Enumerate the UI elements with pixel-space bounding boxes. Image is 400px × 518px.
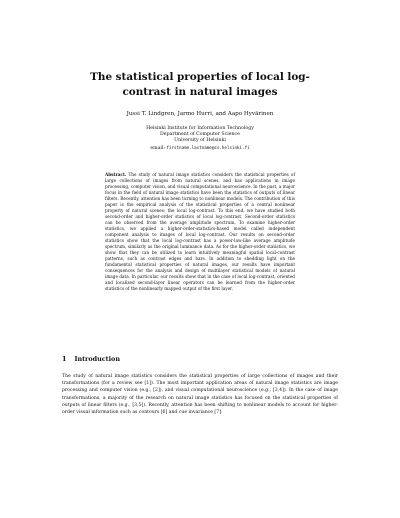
abstract-label: Abstract. (105, 172, 127, 177)
abstract (105, 172, 295, 292)
email-address: firstname.lastname@cs.helsinki.fi (166, 144, 250, 150)
section-title: Introduction (74, 355, 120, 363)
paper-title: The statistical properties of local log-contrast in natural images (90, 71, 310, 98)
department-name: Department of Computer Science (160, 132, 240, 138)
affiliation-block (60, 126, 340, 152)
abstract-text: The study of natural image statistics considers the statistical properties of large collections of images from natural scenes, and has applications in image processing, computer vision, and visual computational neuroscience. In the past, a major focus in the field of natural image statistics have been the statistics of outputs of linear filters. Recently, attention has been turning to nonlinear models. The contribution of this paper is the empirical analysis of the statistical properties of a central nonlinear property of natural scenes; the local log-contrast. To this end, we have studied both second-order and higher-order statistics of local log-contrast. Second-order statistics can be observed from the average amplitude spectrum. To examine higher-order statistics, we applied a higher-order-statistics-based model called independent component analysis to images of local log-contrast. Our results on second-order statistics show that the local log-contrast has a power-law-like average amplitude spectrum, similarly as the original luminance data. As for the higher-order statistics, we show that they can be utilized to learn intuitively meaningful spatial local-contrast patterns, such as contrast edges and bars. In addition to shedding light on the fundamental statistical properties of natural images, our results have important consequences for the analysis and design of multilayer statistical models of natural image data. In particular, our results show that in the case of local log-contrast, oriented and localized second-layer linear operators can be learned from the higher-order statistics of the nonlinearly mapped output of the first layer. (105, 172, 295, 292)
author-list: Jussi T. Lindgren, Jarmo Hurri, and Aapo Hyvärinen (126, 111, 274, 117)
introduction-paragraph: The study of natural image statistics considers the statistical properties of large collections of images and their transformations (for a review see [1]). The most important application areas of natural image statistics are image processing and computer vision (e.g., [2]), and visual computational neuroscience (e.g., [3,4]). In the case of image transformations, a majority of the research on natural image statistics has focused on the statistical properties of outputs of linear filters (e.g., [3,5]). Recently, attention has been shifting to nonlinear models to account for higher-order visual information such as contours [6] and cue invariance [7]. (62, 374, 338, 415)
institute-name: Helsinki Institute for Information Technology (146, 126, 254, 131)
email-line (60, 145, 340, 152)
university-name: University of Helsinki (174, 138, 226, 144)
section-heading (62, 355, 120, 363)
email-label: email: (150, 145, 165, 151)
section-number: 1 (62, 355, 67, 363)
